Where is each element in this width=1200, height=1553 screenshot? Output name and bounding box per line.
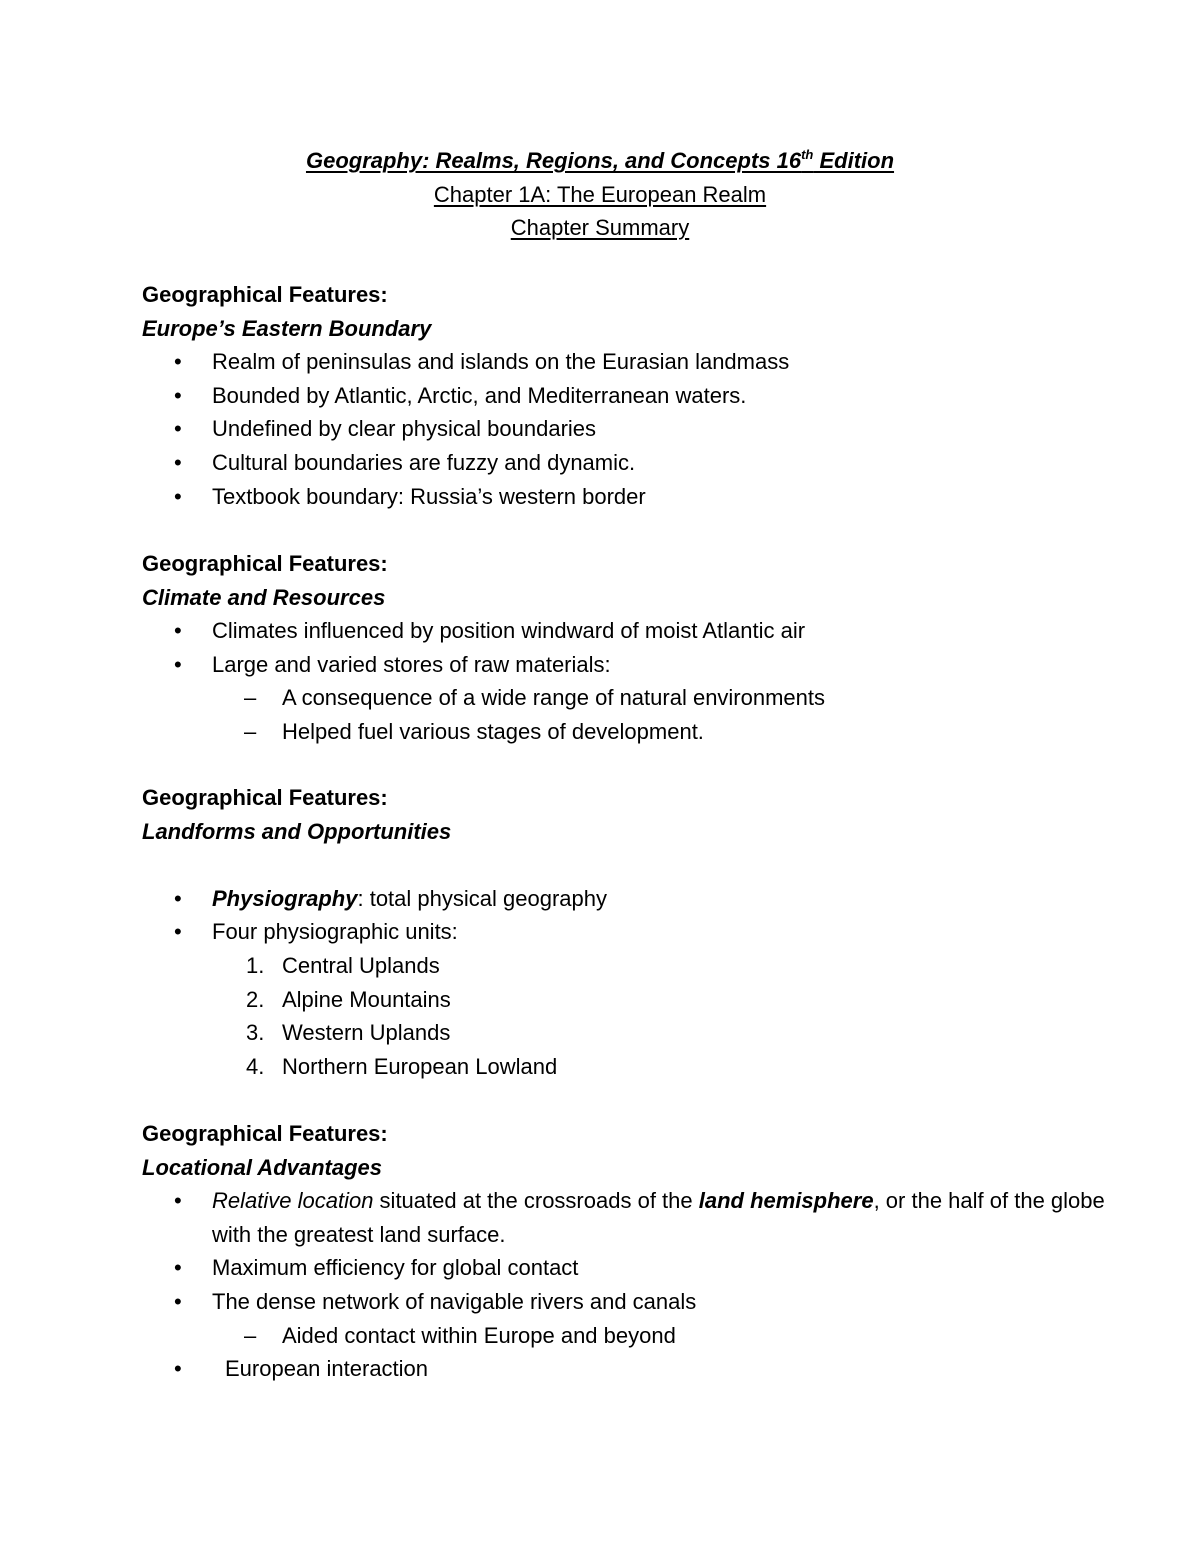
sub-list-item: – A consequence of a wide range of natural environments (244, 685, 826, 711)
list-item: • Cultural boundaries are fuzzy and dynamic. (174, 449, 636, 475)
list-item: • Relative location situated at the crossroads of the land hemisphere, or the half of the globe with the greatest land surface. (174, 1188, 1105, 1247)
section-heading: Geographical Features: (142, 785, 388, 810)
bullet-list (142, 882, 1102, 949)
list-item: • Realm of peninsulas and islands on the Eurasian landmass (174, 349, 790, 375)
numbered-item: 2. Alpine Mountains (246, 986, 451, 1012)
list-item: • Maximum efficiency for global contact (174, 1255, 579, 1281)
bullet-list (142, 345, 1102, 513)
bullet-list (142, 1184, 1105, 1386)
section-heading: Geographical Features: (142, 282, 388, 307)
section-landforms (142, 781, 1102, 1083)
spacer (142, 848, 1102, 882)
section-climate-resources (142, 547, 1102, 749)
document-header (0, 144, 1200, 245)
list-item: • The dense network of navigable rivers and canals (174, 1288, 697, 1314)
numbered-item: 4. Northern European Lowland (246, 1053, 558, 1079)
bullet-list (142, 614, 1102, 748)
list-item: • European interaction (174, 1356, 429, 1382)
list-item: • Climates influenced by position windward of moist Atlantic air (174, 618, 806, 644)
chapter-title: Chapter 1A: The European Realm (433, 181, 767, 207)
book-title: Geography: Realms, Regions, and Concepts 16th Edition (305, 147, 895, 173)
term-physiography: Physiography (212, 885, 358, 911)
list-item: • Large and varied stores of raw materials: (174, 651, 611, 677)
sub-list-item: – Aided contact within Europe and beyond (244, 1322, 676, 1348)
section-locational-advantages (142, 1117, 1105, 1386)
section-heading: Geographical Features: (142, 1121, 388, 1146)
list-item: • Four physiographic units: (174, 919, 458, 945)
numbered-item: 3. Western Uplands (246, 1020, 451, 1046)
section-heading: Geographical Features: (142, 551, 388, 576)
list-item: • Physiography: total physical geography (174, 885, 607, 911)
sub-list-item: – Helped fuel various stages of development. (244, 718, 704, 744)
summary-title: Chapter Summary (510, 215, 690, 240)
numbered-item: 1. Central Uplands (246, 952, 440, 978)
section-subheading: Climate and Resources (142, 584, 386, 610)
list-item: • Undefined by clear physical boundaries (174, 416, 597, 442)
list-item: • Bounded by Atlantic, Arctic, and Mediterranean waters. (174, 382, 747, 408)
term-relative-location: Relative location (212, 1188, 374, 1214)
term-land-hemisphere: land hemisphere (698, 1188, 874, 1214)
list-item: • Textbook boundary: Russia’s western border (174, 483, 646, 509)
section-eastern-boundary (142, 278, 1102, 513)
section-subheading: Landforms and Opportunities (142, 818, 452, 844)
section-subheading: Europe’s Eastern Boundary (142, 315, 432, 341)
section-subheading: Locational Advantages (142, 1154, 383, 1180)
numbered-list (142, 949, 1102, 1083)
